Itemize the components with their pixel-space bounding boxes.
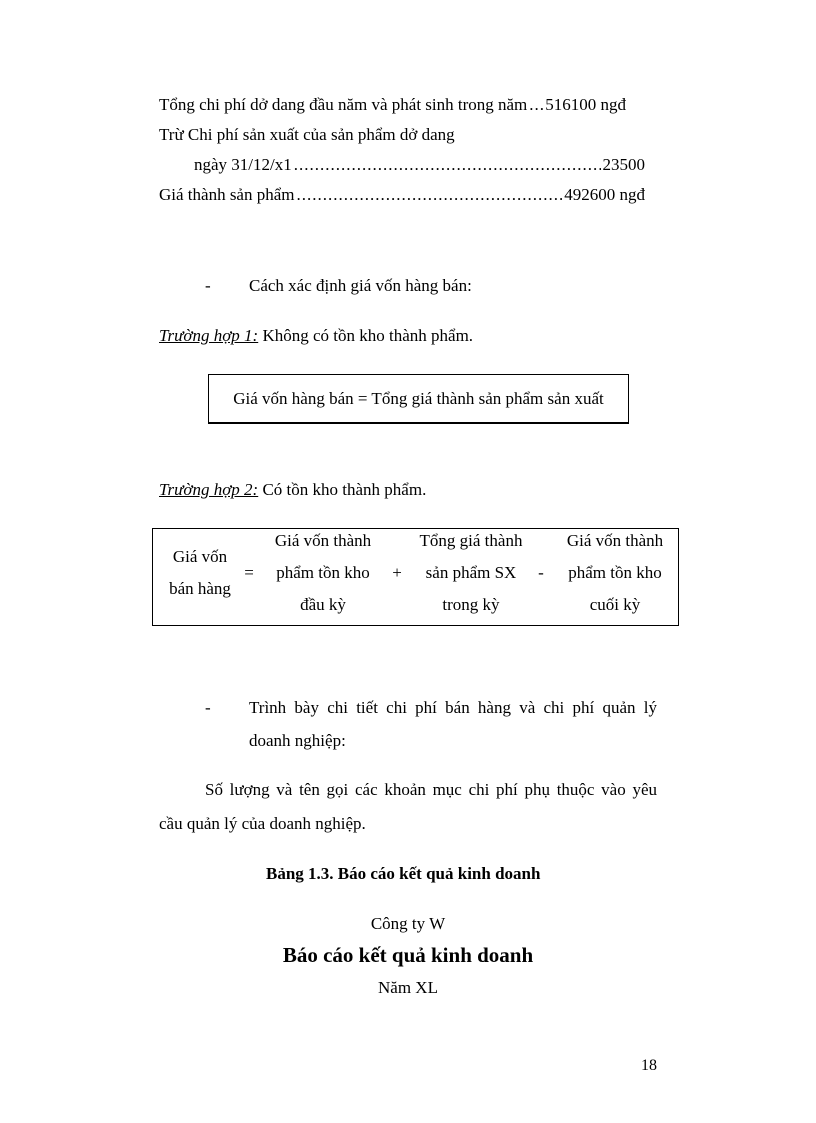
cost-line-date: [194, 155, 645, 175]
formula-term-production-line3: trong kỳ: [442, 595, 500, 614]
cost-line-subtract: Trừ Chi phí sản xuất của sản phẩm dở dang: [159, 125, 455, 144]
cost-line-total-label: Tổng chi phí dở dang đầu năm và phát sinh trong năm: [159, 95, 528, 114]
formula-plus: +: [392, 563, 402, 582]
formula-term-opening-line1: Giá vốn thành: [274, 531, 372, 550]
cost-line-date-label: ngày 31/12/x1: [194, 155, 292, 174]
formula-term-closing-line2: phẩm tồn kho: [568, 563, 662, 582]
formula-term-closing: [551, 525, 679, 621]
case2-label: Trường hợp 2:: [159, 480, 259, 499]
report-title: Báo cáo kết quả kinh doanh: [282, 943, 534, 967]
formula-equals: =: [244, 563, 254, 582]
paragraph-line2: cầu quản lý của doanh nghiệp.: [159, 814, 366, 833]
formula-term-opening-line2: phẩm tồn kho: [276, 563, 370, 582]
leader-dots: [297, 185, 563, 205]
formula-lhs-line2: bán hàng: [169, 579, 231, 598]
formula-term-opening-line3: đầu kỳ: [300, 595, 346, 614]
formula-box-case2: [152, 528, 679, 626]
formula-case1: Giá vốn hàng bán = Tổng giá thành sản phẩm sản xuất: [233, 388, 604, 408]
leader-dots: [529, 95, 543, 115]
cost-line-product: [159, 185, 645, 205]
case1-text: Không có tồn kho thành phẩm.: [258, 326, 474, 345]
bullet-dash: -: [205, 276, 211, 295]
cost-line-date-value: 23500: [602, 155, 645, 174]
case2-text: Có tồn kho thành phẩm.: [258, 480, 427, 499]
page-number: 18: [641, 1057, 657, 1074]
bullet-dash: -: [205, 698, 211, 717]
bullet2-line2: doanh nghiệp:: [249, 731, 346, 750]
formula-term-opening: [259, 525, 387, 621]
case2-heading: [159, 480, 426, 500]
formula-minus: -: [538, 563, 544, 582]
formula-term-closing-line1: Giá vốn thành: [566, 531, 664, 550]
cost-line-product-value: 492600 ngđ: [564, 185, 645, 204]
formula-lhs: [155, 541, 245, 605]
paragraph-line1: Số lượng và tên gọi các khoản mục chi phí phụ thuộc vào yêu: [205, 780, 657, 799]
cost-line-total: [159, 95, 645, 115]
formula-term-production: [407, 525, 535, 621]
formula-lhs-line1: Giá vốn: [172, 547, 228, 566]
cost-line-product-label: Giá thành sản phẩm: [159, 185, 295, 204]
bullet2-line1: Trình bày chi tiết chi phí bán hàng và chi phí quản lý: [249, 698, 657, 717]
cost-line-total-value: 516100 ngđ: [545, 95, 627, 114]
leader-dots: [294, 155, 601, 175]
case1-heading: [159, 326, 473, 346]
formula-term-closing-line3: cuối kỳ: [589, 595, 641, 614]
bullet-text-cost-of-goods: Cách xác định giá vốn hàng bán:: [249, 276, 472, 295]
report-company: Công ty W: [370, 914, 446, 933]
formula-term-production-line2: sản phẩm SX: [425, 563, 517, 582]
table-caption: Bảng 1.3. Báo cáo kết quả kinh doanh: [266, 864, 541, 883]
case1-label: Trường hợp 1:: [159, 326, 259, 345]
formula-box-case1: [208, 374, 629, 424]
formula-term-production-line1: Tổng giá thành: [419, 531, 523, 550]
report-year: Năm XL: [378, 978, 438, 997]
